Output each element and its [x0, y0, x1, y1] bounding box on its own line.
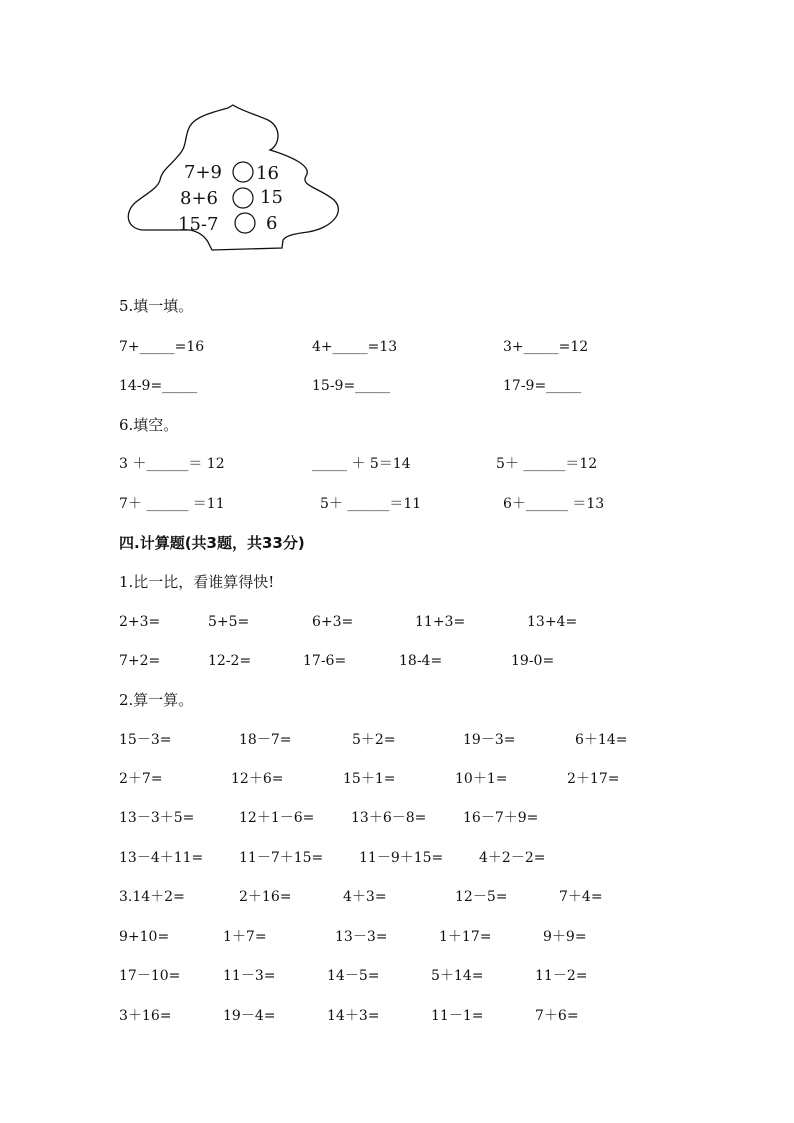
q3-r1-c5: 7＋4=: [559, 889, 603, 905]
part4-title: 四.计算题(共3题，共33分): [119, 534, 305, 552]
q3-r1-c3: 4＋3=: [343, 889, 387, 905]
s5-r1-c2: 4+_____=13: [312, 339, 398, 355]
q2-r3-c2: 12＋1－6=: [239, 810, 315, 826]
s6-r1-c3: 5＋ ______＝12: [496, 456, 598, 472]
q3-r3-c3: 14－5=: [327, 968, 380, 984]
q3-r3-c4: 5＋14=: [431, 968, 484, 984]
q3-r1-c1: 3.14＋2=: [119, 889, 185, 905]
tree-left-2: 8+6: [180, 188, 218, 209]
q3-r2-c2: 1＋7=: [223, 929, 267, 945]
q1-r1-c3: 6+3=: [312, 614, 354, 630]
q2-r1-c2: 18－7=: [239, 732, 292, 748]
q2-title: 2.算一算。: [119, 691, 194, 709]
q3-r3-c5: 11－2=: [535, 968, 588, 984]
tree-outline: [0, 0, 794, 300]
q1-title: 1.比一比，看谁算得快!: [119, 573, 275, 591]
q3-r4-c5: 7＋6=: [535, 1008, 579, 1024]
q3-r4-c3: 14＋3=: [327, 1008, 380, 1024]
q3-r3-c2: 11－3=: [223, 968, 276, 984]
q3-r1-c4: 12－5=: [455, 889, 508, 905]
q2-r4-c3: 11－9＋15=: [359, 850, 444, 866]
q3-r4-c2: 19－4=: [223, 1008, 276, 1024]
s5-r2-c2: 15-9=_____: [312, 378, 391, 394]
q3-r2-c1: 9+10=: [119, 929, 170, 945]
tree-right-1: 16: [256, 163, 279, 184]
q1-r1-c1: 2+3=: [119, 614, 161, 630]
q2-r3-c1: 13－3＋5=: [119, 810, 195, 826]
q2-r4-c4: 4＋2－2=: [479, 850, 546, 866]
q2-r2-c4: 10＋1=: [455, 771, 508, 787]
tree-right-3: 6: [266, 213, 278, 234]
s6-r2-c3: 6＋______ ＝13: [503, 496, 605, 512]
q2-r2-c5: 2＋17=: [567, 771, 620, 787]
s6-r1-c2: _____ ＋ 5＝14: [312, 456, 411, 472]
q3-r1-c2: 2＋16=: [239, 889, 292, 905]
s5-r1-c1: 7+_____=16: [119, 339, 205, 355]
q3-r4-c1: 3＋16=: [119, 1008, 172, 1024]
q2-r2-c2: 12＋6=: [231, 771, 284, 787]
q2-r3-c3: 13＋6－8=: [351, 810, 427, 826]
q1-r2-c3: 17-6=: [303, 653, 347, 669]
s6-r2-c2: 5＋ ______＝11: [320, 496, 422, 512]
q2-r1-c3: 5＋2=: [352, 732, 396, 748]
q1-r1-c4: 11+3=: [415, 614, 466, 630]
s5-r2-c3: 17-9=_____: [503, 378, 582, 394]
q3-r3-c1: 17－10=: [119, 968, 181, 984]
s6-r1-c1: 3 ＋______＝ 12: [119, 456, 225, 472]
q1-r2-c1: 7+2=: [119, 653, 161, 669]
q2-r1-c1: 15－3=: [119, 732, 172, 748]
section6-title: 6.填空。: [119, 416, 179, 434]
tree-left-1: 7+9: [184, 162, 222, 183]
section5-title: 5.填一填。: [119, 297, 194, 315]
q2-r2-c1: 2＋7=: [119, 771, 163, 787]
q2-r3-c4: 16－7＋9=: [463, 810, 539, 826]
q1-r1-c2: 5+5=: [208, 614, 250, 630]
q2-r2-c3: 15＋1=: [343, 771, 396, 787]
q1-r2-c4: 18-4=: [399, 653, 443, 669]
q1-r2-c5: 19-0=: [511, 653, 555, 669]
s5-r2-c1: 14-9=_____: [119, 378, 198, 394]
tree-right-2: 15: [260, 187, 283, 208]
q1-r1-c5: 13+4=: [527, 614, 578, 630]
q3-r2-c5: 9＋9=: [543, 929, 587, 945]
q2-r1-c4: 19－3=: [463, 732, 516, 748]
q3-r4-c4: 11－1=: [431, 1008, 484, 1024]
q2-r4-c2: 11－7＋15=: [239, 850, 324, 866]
q2-r4-c1: 13－4＋11=: [119, 850, 204, 866]
q1-r2-c2: 12-2=: [208, 653, 252, 669]
tree-left-3: 15-7: [178, 214, 219, 235]
q3-r2-c4: 1＋17=: [439, 929, 492, 945]
s5-r1-c3: 3+_____=12: [503, 339, 589, 355]
s6-r2-c1: 7＋ ______ ＝11: [119, 496, 225, 512]
q3-r2-c3: 13－3=: [335, 929, 388, 945]
q2-r1-c5: 6＋14=: [575, 732, 628, 748]
